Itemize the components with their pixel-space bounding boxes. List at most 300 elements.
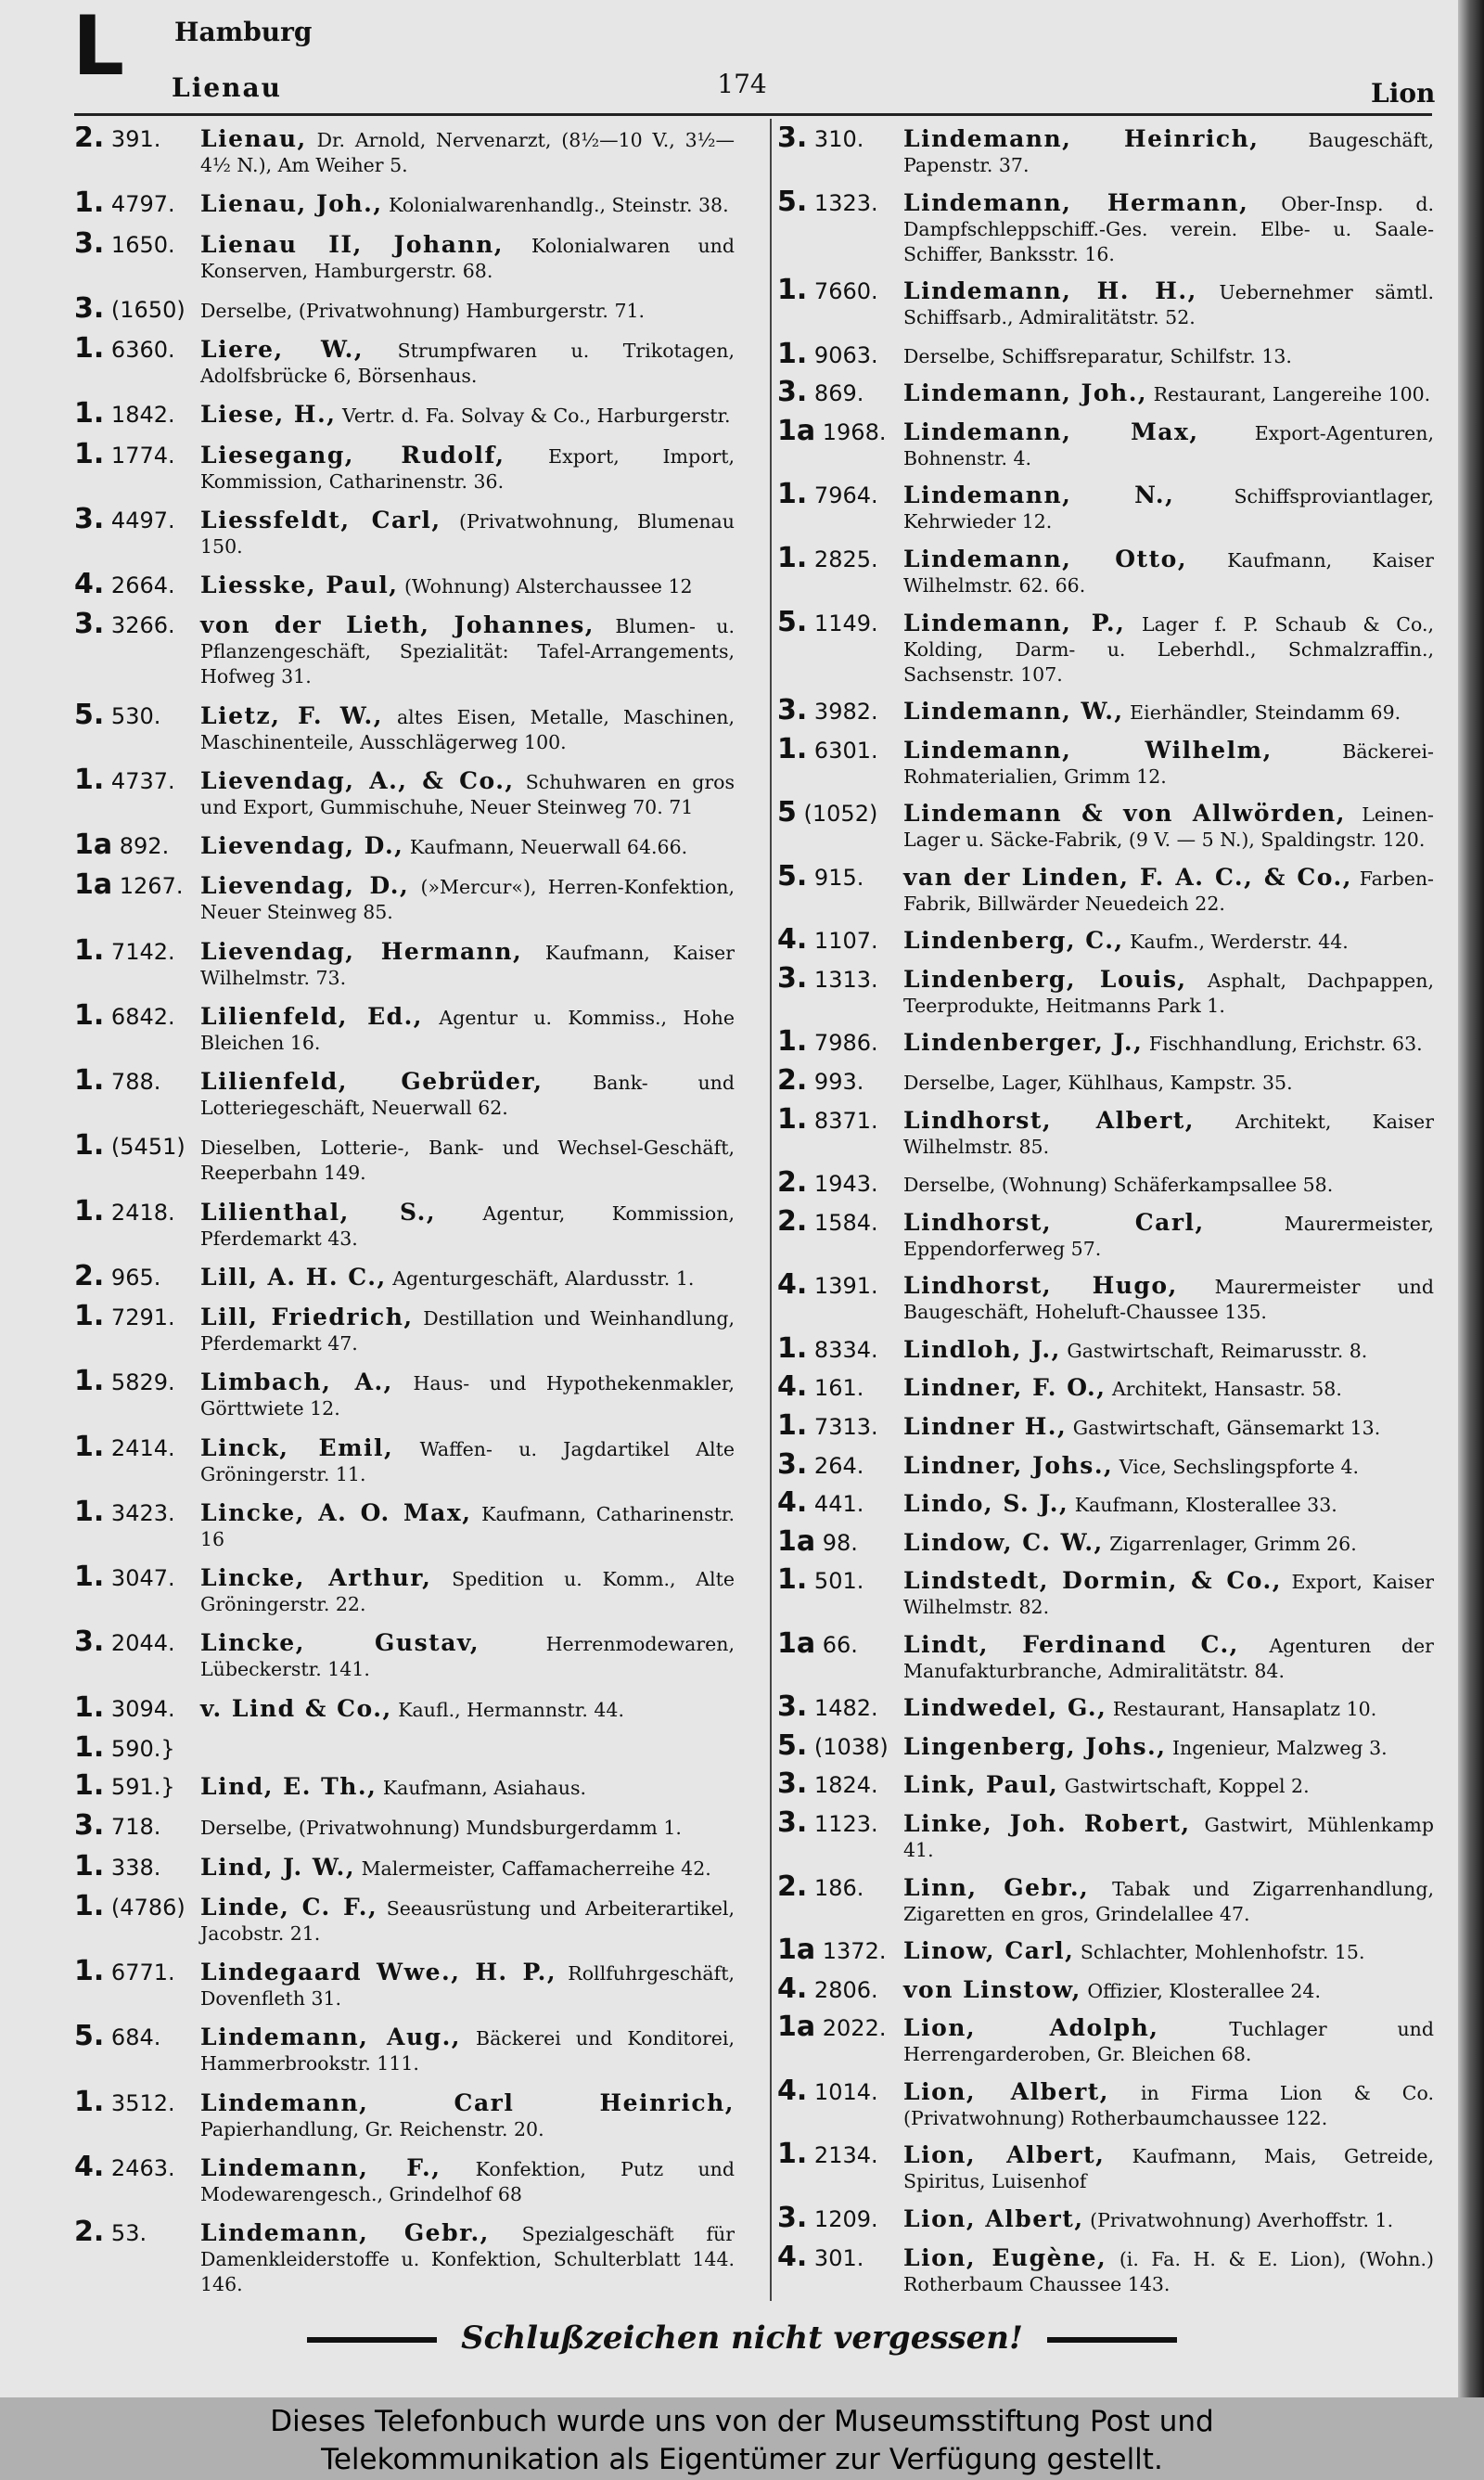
directory-entry (74, 2150, 735, 2207)
phone-number (74, 1849, 200, 1882)
entry-text (200, 1814, 735, 1841)
entry-text (903, 1811, 1434, 1863)
directory-entry (74, 1430, 735, 1487)
entry-text (200, 939, 735, 991)
phone-number (777, 1563, 903, 1620)
line-number: 1842. (110, 402, 175, 429)
directory-entry (777, 1690, 1434, 1724)
entry-details: Ingenieur, Malzweg 3. (1171, 1736, 1388, 1759)
directory-entry (74, 2020, 735, 2076)
exchange-code: 1. (74, 1889, 105, 1922)
exchange-code: 1. (74, 1690, 105, 1724)
entry-text (903, 610, 1434, 687)
exchange-code: 3. (74, 291, 105, 325)
subscriber-name: Lincke, A. O. Max, (200, 1498, 472, 1526)
entry-text (200, 508, 735, 559)
entry-text (200, 1500, 735, 1552)
subscriber-name: Lindhorst, Hugo, (903, 1272, 1178, 1300)
entry-text (903, 126, 1434, 178)
footer-note-text: Schlußzeichen nicht vergessen! (461, 2319, 1023, 2357)
entry-text (200, 1134, 735, 1186)
entry-text (200, 833, 735, 860)
subscriber-name: Lievendag, A., & Co., (200, 766, 515, 794)
line-number: 2664. (110, 572, 175, 598)
entry-text (200, 1265, 735, 1291)
line-number: 6771. (110, 1960, 175, 1985)
entry-text (200, 2090, 735, 2142)
directory-entry (777, 2138, 1434, 2194)
phone-number (74, 2150, 200, 2207)
phone-number (74, 1194, 200, 1252)
line-number: 7964. (813, 482, 878, 509)
subscriber-name: Lievendag, D., (200, 832, 404, 859)
subscriber-name: Lindner, F. O., (903, 1374, 1107, 1402)
entry-details: Gastwirt, Mühlenkamp 41. (903, 1814, 1434, 1861)
exchange-code: 5. (777, 859, 808, 893)
exchange-code: 1. (74, 1064, 105, 1097)
exchange-code: 3. (74, 502, 105, 535)
exchange-code: 3. (74, 1625, 105, 1659)
entry-details: Destillation und Weinhandlung, Pferdemarkt 47. (200, 1307, 735, 1355)
line-number: 2463. (110, 2154, 175, 2181)
entry-text (903, 2015, 1434, 2067)
entry-text (903, 1632, 1434, 1684)
entry-details: Kaufl., Hermannstr. 44. (398, 1698, 624, 1721)
line-number: 161. (813, 1375, 864, 1402)
line-number: 5829. (110, 1369, 175, 1396)
subscriber-name: Linke, Joh. Robert, (903, 1810, 1191, 1837)
entry-details: Derselbe, Schiffsreparatur, Schilfstr. 13. (903, 344, 1292, 367)
entry-details: Maurermeister und Baugeschäft, Hoheluft-Chaussee 135. (903, 1276, 1434, 1324)
line-number: 2418. (110, 1199, 175, 1226)
entry-details: Bank- und Lotteriegeschäft, Neuerwall 62. (200, 1072, 735, 1119)
phone-number (777, 1064, 903, 1097)
subscriber-name: Lindhorst, Albert, (903, 1106, 1195, 1134)
entry-details: Malermeister, Caffamacherreihe 42. (361, 1857, 711, 1880)
directory-entry (74, 1365, 735, 1421)
directory-entry (777, 2240, 1434, 2297)
exchange-code: 3. (777, 2201, 808, 2234)
exchange-code: 4. (777, 2240, 808, 2273)
phone-number (74, 226, 200, 284)
section-letter: L (72, 0, 125, 94)
phone-number (74, 186, 200, 220)
directory-entry (74, 1769, 735, 1802)
subscriber-name: Liessfeldt, Carl, (200, 506, 441, 533)
directory-entry (777, 1408, 1434, 1442)
subscriber-name: Lindemann, Otto, (903, 545, 1188, 572)
entry-details: Bäckerei-Rohmaterialien, Grimm 12. (903, 739, 1434, 788)
subscriber-name: Lindemann, F., (200, 2153, 441, 2181)
entry-details: Kaufmann, Mais, Getreide, Spiritus, Luisenhof (903, 2145, 1434, 2193)
directory-entry (74, 1300, 735, 1356)
entry-details: Derselbe, Lager, Kühlhaus, Kampstr. 35. (903, 1072, 1293, 1094)
subscriber-name: Lindenberger, J., (903, 1029, 1144, 1057)
exchange-code: 1a (777, 2011, 816, 2044)
exchange-code: 1. (777, 1563, 808, 1597)
subscriber-name: Lindemann, Wilhelm, (903, 736, 1273, 764)
entry-details: Dieselben, Lotterie-, Bank- und Wechsel-Geschäft, Reeperbahn 149. (200, 1137, 735, 1185)
line-number: 2806. (813, 1976, 878, 2003)
phone-number (74, 437, 200, 495)
line-number: 1323. (813, 189, 878, 216)
entry-details: Zigarrenlager, Grimm 26. (1109, 1532, 1357, 1555)
exchange-code: 3. (777, 376, 808, 409)
phone-number (74, 998, 200, 1056)
directory-entry (777, 185, 1434, 267)
exchange-code: 1. (777, 1331, 808, 1365)
header-city: Hamburg (174, 17, 313, 47)
subscriber-name: Lievendag, D., (200, 872, 410, 900)
exchange-code: 1. (74, 1495, 105, 1528)
line-number: 892. (119, 833, 170, 859)
line-number: 993. (813, 1069, 864, 1095)
entry-details: Strumpfwaren u. Trikotagen, Adolfsbrücke 6, Börsenhaus. (200, 340, 735, 387)
subscriber-name: Linde, C. F., (200, 1893, 378, 1921)
phone-number (74, 1730, 200, 1764)
directory-entry (777, 541, 1434, 598)
phone-number (777, 1486, 903, 1520)
entry-details: Eierhändler, Steindamm 69. (1130, 701, 1401, 725)
entry-details: (Privatwohnung, Blumenau 150. (200, 509, 735, 558)
phone-number (777, 2138, 903, 2194)
directory-entry (777, 2201, 1434, 2234)
entry-text (200, 191, 735, 218)
directory-entry (74, 698, 735, 755)
phone-number (777, 2240, 903, 2297)
exchange-code: 3. (74, 1809, 105, 1843)
exchange-code: 2. (777, 1204, 808, 1238)
line-number: 501. (813, 1568, 864, 1595)
exchange-code: 1. (74, 1430, 105, 1463)
entry-text (200, 126, 735, 178)
phone-number (74, 1365, 200, 1421)
phone-number (777, 274, 903, 330)
line-number: 53. (110, 2220, 147, 2246)
phone-number (777, 1767, 903, 1801)
line-number: 3512. (110, 2089, 175, 2116)
exchange-code: 3. (777, 1447, 808, 1481)
phone-number (777, 2011, 903, 2067)
entry-details: Baugeschäft, Papenstr. 37. (903, 129, 1434, 176)
entry-details: Leinen-Lager u. Säcke-Fabrik, (9 V. — 5 N.), Spaldingstr. 120. (903, 803, 1434, 852)
entry-text (200, 337, 735, 389)
left-column (74, 126, 735, 2297)
directory-entry (74, 397, 735, 430)
entry-details: (i. Fa. H. & E. Lion), (Wohn.) Rotherbaum Chaussee 143. (903, 2247, 1434, 2295)
line-number: 186. (813, 1874, 864, 1901)
entry-text (903, 928, 1434, 955)
credit-banner (0, 2397, 1484, 2480)
entry-details: Schuhwaren en gros und Export, Gummischuhe, Neuer Steinweg 70. 71 (200, 770, 735, 818)
line-number: 3094. (110, 1695, 175, 1722)
subscriber-name: Lincke, Arthur, (200, 1564, 432, 1591)
entry-details: Rollfuhrgeschäft, Dovenfleth 31. (200, 1962, 735, 2010)
exchange-code: 1. (777, 541, 808, 574)
line-number: 310. (813, 126, 864, 152)
entry-text (200, 1200, 735, 1252)
entry-details: Gastwirtschaft, Koppel 2. (1064, 1775, 1310, 1798)
directory-entry (74, 1730, 735, 1764)
entry-details: Kaufmann, Asiahaus. (382, 1777, 587, 1799)
phone-number (777, 1524, 903, 1558)
line-number: 6360. (110, 337, 175, 363)
entry-details: Derselbe, (Privatwohnung) Hamburgerstr. 71. (200, 299, 646, 322)
entry-text (903, 419, 1434, 471)
entry-text (903, 2142, 1434, 2194)
exchange-code: 2. (74, 126, 105, 154)
entry-details: Vertr. d. Fa. Solvay & Co., Harburgerstr. (341, 405, 731, 428)
entry-text (200, 1435, 735, 1487)
exchange-code: 3. (777, 126, 808, 154)
exchange-code: 3. (777, 961, 808, 995)
entry-details: Restaurant, Langereihe 100. (1153, 383, 1431, 406)
entry-details: Bäckerei und Konditorei, Hammerbrookstr. 111. (200, 2027, 735, 2075)
entry-details: Agentur, Kommission, Pferdemarkt 43. (200, 1201, 735, 1250)
directory-entry (74, 502, 735, 559)
line-number: (4786) (110, 1894, 186, 1921)
exchange-code: 5. (74, 698, 105, 731)
entry-details: Architekt, Kaiser Wilhelmstr. 85. (903, 1110, 1434, 1158)
directory-entry (74, 437, 735, 495)
entry-text (903, 482, 1434, 534)
phone-number (777, 1626, 903, 1684)
directory-entry (777, 796, 1434, 853)
subscriber-name: Lietz, F. W., (200, 701, 383, 729)
subscriber-name: Lindemann, Carl Heinrich, (200, 2088, 735, 2116)
line-number: 3423. (110, 1499, 175, 1526)
entry-text (903, 278, 1434, 330)
line-number: 338. (110, 1854, 161, 1881)
directory-entry (777, 1331, 1434, 1365)
line-number: 788. (110, 1069, 161, 1095)
directory-entry (777, 732, 1434, 790)
exchange-code: 1a (777, 1524, 816, 1558)
subscriber-name: Lindner, Johs., (903, 1451, 1114, 1479)
exchange-code: 2. (777, 1166, 808, 1200)
entry-text (903, 1273, 1434, 1325)
entry-text (903, 967, 1434, 1019)
exchange-code: 4. (777, 923, 808, 957)
directory-entry (74, 1625, 735, 1682)
subscriber-name: Link, Paul, (903, 1771, 1059, 1799)
line-number: 8371. (813, 1107, 878, 1134)
exchange-code: 5. (777, 1728, 808, 1762)
credit-line-2: Telekommunikation als Eigentümer zur Verfügung gestellt. (321, 2443, 1163, 2476)
entry-text (903, 1568, 1434, 1620)
phone-number (74, 1495, 200, 1552)
directory-entry (74, 1561, 735, 1617)
entry-text (903, 1030, 1434, 1057)
subscriber-name: Lienau, (200, 126, 307, 152)
directory-entry (777, 2074, 1434, 2131)
phone-number (777, 1447, 903, 1481)
phone-number (74, 502, 200, 559)
line-number: 2414. (110, 1434, 175, 1461)
exchange-code: 4. (777, 2074, 808, 2107)
phone-number (74, 933, 200, 991)
directory-entry (74, 1690, 735, 1724)
entry-text (903, 1875, 1434, 1927)
entry-details: Fischhandlung, Erichstr. 63. (1148, 1033, 1423, 1056)
line-number: 3982. (813, 699, 878, 726)
phone-number (74, 291, 200, 325)
subscriber-name: Lill, A. H. C., (200, 1263, 387, 1291)
line-number: 1968. (822, 418, 887, 445)
directory-entry (74, 763, 735, 820)
right-column (777, 126, 1434, 2297)
exchange-code: 2. (777, 1064, 808, 1097)
entry-details: in Firma Lion & Co. (Privatwohnung) Rotherbaumchaussee 122. (903, 2081, 1434, 2129)
entry-text (200, 572, 735, 599)
subscriber-name: Lion, Eugène, (903, 2243, 1107, 2271)
subscriber-name: Lienau, Joh., (200, 190, 383, 218)
entry-text (200, 443, 735, 495)
entry-text (903, 2206, 1434, 2233)
entry-text (200, 768, 735, 820)
phone-number (777, 2201, 903, 2234)
directory-entry (74, 1809, 735, 1843)
exchange-code: 3. (74, 226, 105, 260)
phone-number (777, 1166, 903, 1200)
entry-details: Blumen- u. Pflanzengeschäft, Spezialität: Tafel-Arrangements, Hofweg 31. (200, 615, 735, 688)
line-number: (1650) (110, 296, 186, 323)
phone-number (777, 1204, 903, 1262)
directory-entry (74, 1259, 735, 1292)
directory-entry (74, 1495, 735, 1552)
directory-entry (777, 1972, 1434, 2005)
directory-entry (777, 1064, 1434, 1097)
line-number: 2044. (110, 1630, 175, 1657)
phone-number (777, 1025, 903, 1059)
phone-number (74, 1625, 200, 1682)
phone-number (74, 1955, 200, 2011)
entry-details: Papierhandlung, Gr. Reichenstr. 20. (200, 2117, 544, 2140)
entry-text (200, 1304, 735, 1356)
directory-entry (777, 1870, 1434, 1927)
subscriber-name: Lindemann, N., (903, 482, 1175, 509)
phone-number (777, 1934, 903, 1967)
exchange-code: 1. (74, 1129, 105, 1163)
subscriber-name: Lindemann, Heinrich, (903, 126, 1260, 152)
entry-text (200, 402, 735, 429)
directory-entry (74, 1889, 735, 1947)
subscriber-name: Lill, Friedrich, (200, 1304, 414, 1330)
directory-entry (74, 568, 735, 600)
line-number: 1372. (822, 1938, 887, 1965)
exchange-code: 3. (74, 608, 105, 641)
entry-text (903, 190, 1434, 267)
line-number: 1123. (813, 1811, 878, 1837)
exchange-code: 1a (74, 829, 113, 861)
entry-details: Kaufmann, Kaiser Wilhelmstr. 73. (200, 941, 735, 989)
line-number: 391. (110, 126, 161, 152)
subscriber-name: Liesegang, Rudolf, (200, 441, 505, 469)
phone-number (777, 2074, 903, 2131)
directory-entry (74, 2085, 735, 2142)
exchange-code: 1. (74, 1561, 105, 1593)
phone-number (777, 185, 903, 267)
directory-entry (74, 1064, 735, 1121)
directory-entry (777, 1524, 1434, 1558)
phone-number (777, 541, 903, 598)
line-number: 1149. (813, 610, 878, 636)
phone-number (74, 568, 200, 600)
phone-number (74, 1690, 200, 1724)
directory-entry (777, 923, 1434, 957)
phone-number (74, 126, 200, 178)
exchange-code: 1. (777, 337, 808, 370)
exchange-code: 5. (74, 2020, 105, 2053)
line-number: 1313. (813, 966, 878, 993)
exchange-code: 1. (74, 933, 105, 967)
line-number: 1014. (813, 2078, 878, 2105)
subscriber-name: Lilienthal, S., (200, 1198, 437, 1226)
line-number: 8334. (813, 1336, 878, 1363)
exchange-code: 3. (777, 1690, 808, 1724)
directory-entry (777, 859, 1434, 917)
entry-details: Kaufmann, Neuerwall 64.66. (409, 836, 688, 858)
directory-entry (777, 694, 1434, 727)
exchange-code: 1. (74, 332, 105, 365)
entry-text (903, 1772, 1434, 1799)
line-number: 7660. (813, 278, 878, 305)
entry-details: Seeausrüstung und Arbeiterartikel, Jacobstr. 21. (200, 1896, 735, 1945)
entry-details: Herrenmodewaren, Lübeckerstr. 141. (200, 1633, 735, 1681)
header-rule (74, 113, 1432, 116)
header-last-entry: Lion (1371, 78, 1436, 109)
phone-number (74, 1769, 200, 1802)
phone-number (74, 1889, 200, 1947)
entry-details: Export, Kaiser Wilhelmstr. 82. (903, 1571, 1434, 1619)
subscriber-name: Limbach, A., (200, 1368, 393, 1396)
entry-text (903, 1337, 1434, 1364)
exchange-code: 1. (74, 437, 105, 470)
phone-number (74, 608, 200, 689)
entry-text (200, 1369, 735, 1421)
entry-text (903, 1977, 1434, 2004)
exchange-code: 4. (777, 1486, 808, 1520)
directory-entry (74, 1194, 735, 1252)
exchange-code: 2. (777, 1870, 808, 1903)
line-number: 1482. (813, 1695, 878, 1722)
exchange-code: 1. (777, 1025, 808, 1059)
line-number: 7313. (813, 1413, 878, 1440)
subscriber-name: Lion, Albert, (903, 2077, 1109, 2105)
entry-text (200, 612, 735, 689)
entry-text (903, 801, 1434, 853)
subscriber-name: von der Lieth, Johannes, (200, 611, 595, 639)
exchange-code: 1. (74, 1769, 105, 1802)
line-number: 264. (813, 1452, 864, 1479)
subscriber-name: von Linstow, (903, 1975, 1081, 2003)
entry-details: Offizier, Klosterallee 24. (1087, 1979, 1321, 2002)
entry-text (903, 1734, 1434, 1761)
subscriber-name: Lienau II, Johann, (200, 230, 504, 258)
entry-details: Haus- und Hypothekenmakler, Görttwiete 12. (200, 1372, 735, 1420)
phone-number (777, 961, 903, 1019)
exchange-code: 3. (777, 1767, 808, 1801)
entry-text (200, 873, 735, 925)
entry-details: Restaurant, Hansaplatz 10. (1112, 1698, 1377, 1721)
directory-entry (74, 1129, 735, 1186)
entry-text (903, 1695, 1434, 1722)
line-number: 2022. (822, 2015, 887, 2042)
line-number: 3266. (110, 612, 175, 639)
directory-entry (777, 478, 1434, 534)
phone-number (74, 332, 200, 389)
phone-number (777, 1331, 903, 1365)
